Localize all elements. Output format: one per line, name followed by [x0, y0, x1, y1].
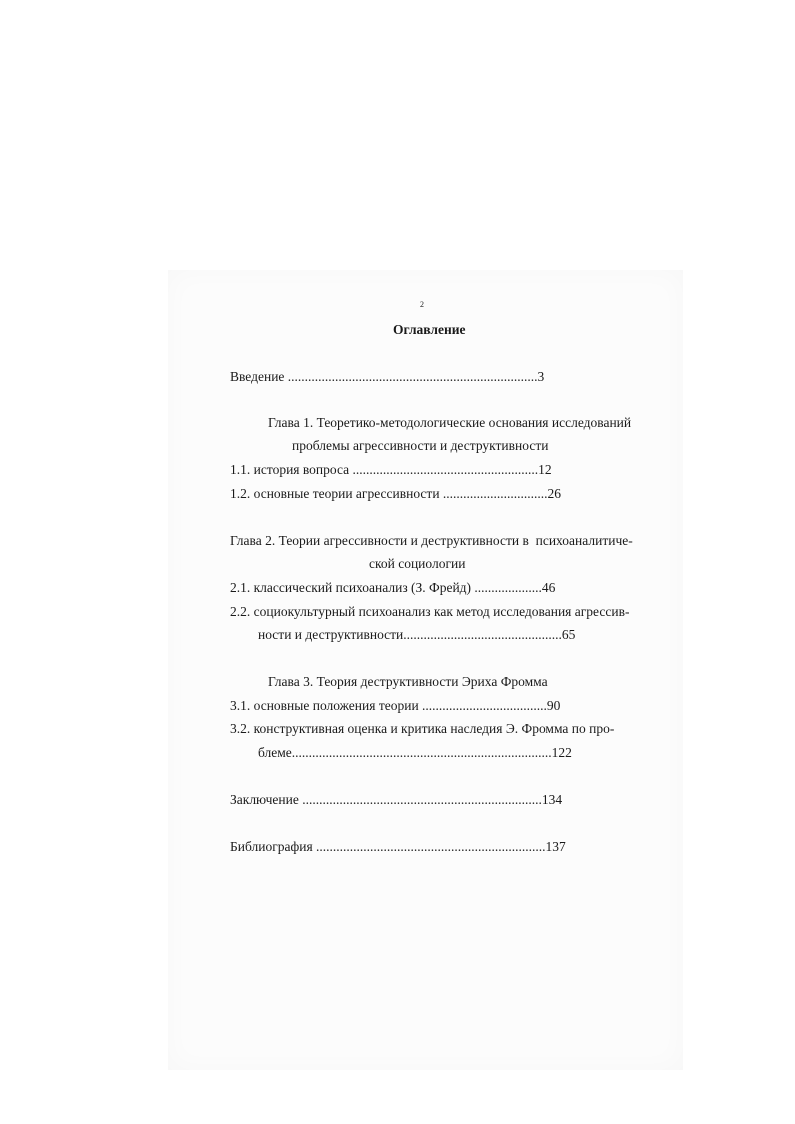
- toc-entry-3-2-cont: блеме.............................................................................122: [258, 745, 572, 760]
- toc-chapter-1-title-cont: проблемы агрессивности и деструктивности: [292, 438, 549, 453]
- toc-chapter-2-title: Глава 2. Теории агрессивности и деструктивности в психоаналитиче-: [230, 533, 633, 548]
- toc-heading: Оглавление: [393, 322, 466, 337]
- toc-entry-2-2: 2.2. социокультурный психоанализ как метод исследования агрессив-: [230, 604, 630, 619]
- toc-chapter-1-title: Глава 1. Теоретико-методологические основания исследований: [268, 415, 632, 430]
- toc-chapter-3-title: Глава 3. Теория деструктивности Эриха Фромма: [268, 674, 548, 689]
- toc-entry-3-2: 3.2. конструктивная оценка и критика наследия Э. Фромма по про-: [230, 721, 615, 736]
- toc-entry-bibliography: Библиография ....................................................................137: [230, 839, 566, 854]
- toc-entry-2-1: 2.1. классический психоанализ (З. Фрейд) ....................46: [230, 580, 556, 595]
- page-number: 2: [420, 300, 424, 309]
- toc-entry-1-1: 1.1. история вопроса .......................................................12: [230, 462, 552, 477]
- toc-entry-intro: Введение ..........................................................................3: [230, 369, 545, 384]
- scanned-page: [168, 270, 683, 1070]
- toc-entry-1-2: 1.2. основные теории агрессивности ...............................26: [230, 486, 562, 501]
- toc-chapter-2-title-cont: ской социологии: [369, 556, 466, 571]
- toc-entry-3-1: 3.1. основные положения теории .....................................90: [230, 698, 561, 713]
- toc-entry-2-2-cont: ности и деструктивности...............................................65: [258, 627, 576, 642]
- toc-entry-conclusion: Заключение .......................................................................134: [230, 792, 563, 807]
